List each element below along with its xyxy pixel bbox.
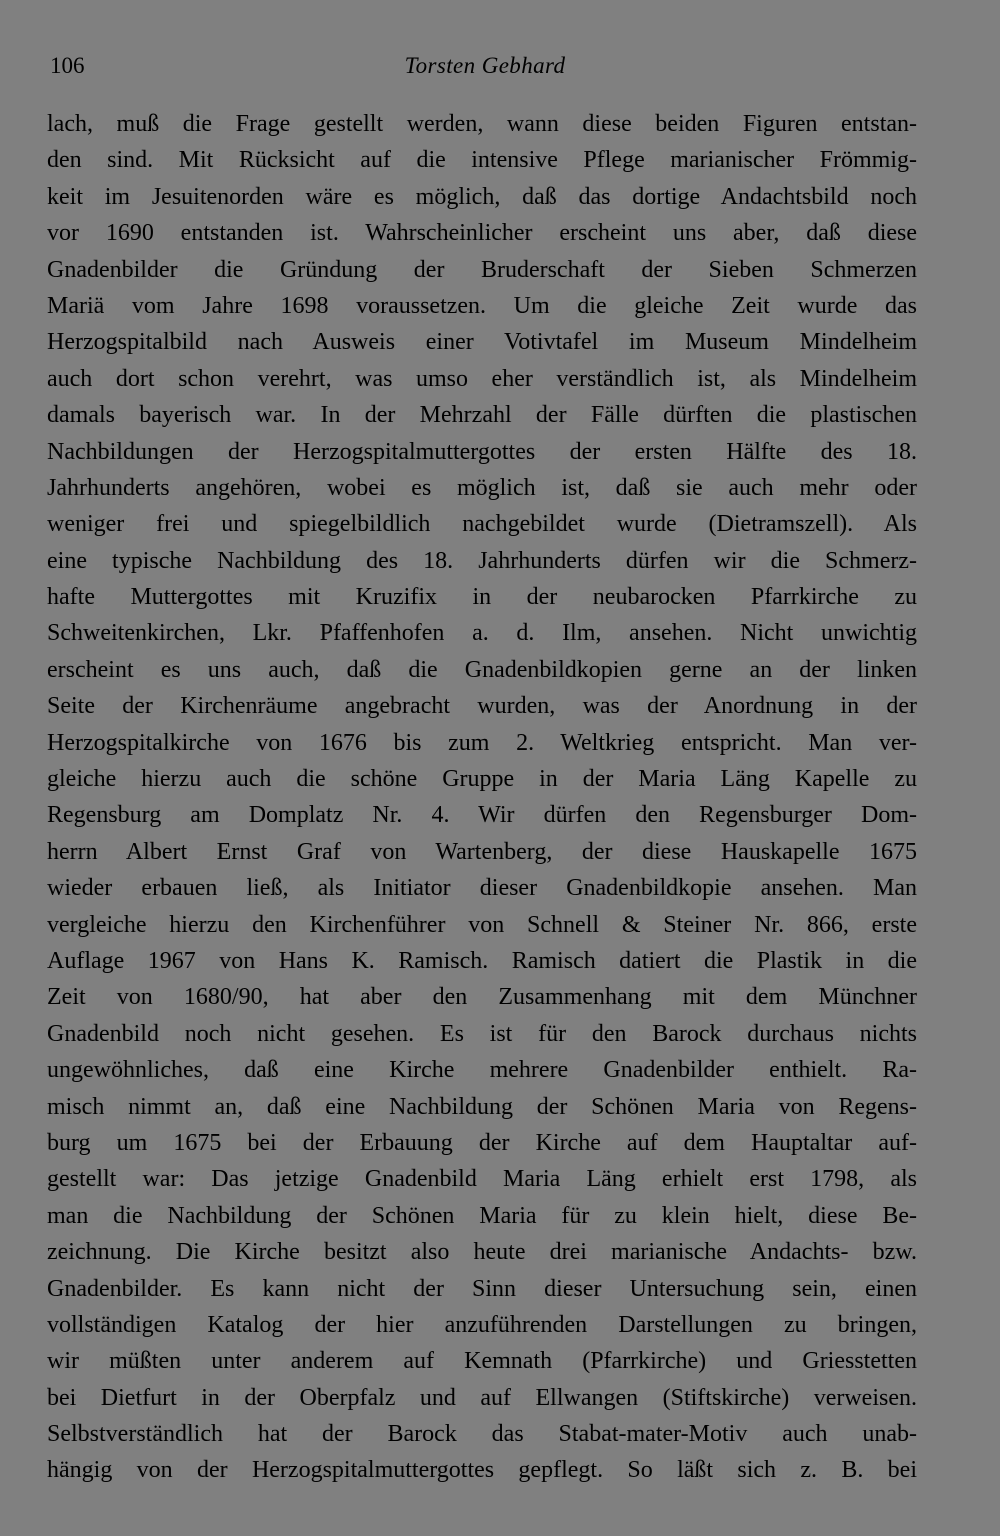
text-line: ungewöhnliches, daß eine Kirche mehrere Gnadenbilder enthielt. Ra- [47, 1057, 917, 1084]
text-line: Selbstverständlich hat der Barock das Stabat-mater-Motiv auch unab- [47, 1421, 917, 1448]
body-text [47, 106, 917, 1489]
text-line: weniger frei und spiegelbildlich nachgebildet wurde (Dietramszell). Als [47, 511, 917, 538]
text-line: damals bayerisch war. In der Mehrzahl der Fälle dürften die plastischen [47, 402, 917, 429]
text-line: Gnadenbild noch nicht gesehen. Es ist für den Barock durchaus nichts [47, 1020, 917, 1047]
text-line: Auflage 1967 von Hans K. Ramisch. Ramisch datiert die Plastik in die [47, 947, 917, 974]
text-line: vollständigen Katalog der hier anzuführenden Darstellungen zu bringen, [47, 1311, 917, 1338]
page-number: 106 [50, 53, 85, 78]
text-line: Herzogspitalbild nach Ausweis einer Votivtafel im Museum Mindelheim [47, 329, 917, 356]
text-line: den sind. Mit Rücksicht auf die intensive Pflege marianischer Frömmig- [47, 147, 917, 174]
text-line: gestellt war: Das jetzige Gnadenbild Maria Läng erhielt erst 1798, als [47, 1166, 917, 1193]
text-line: eine typische Nachbildung des 18. Jahrhunderts dürfen wir die Schmerz- [47, 547, 917, 574]
text-line: misch nimmt an, daß eine Nachbildung der Schönen Maria von Regens- [47, 1093, 917, 1120]
text-line: vergleiche hierzu den Kirchenführer von Schnell & Steiner Nr. 866, erste [47, 911, 917, 938]
text-line: vor 1690 entstanden ist. Wahrscheinlicher erscheint uns aber, daß diese [47, 220, 917, 247]
text-line: auch dort schon verehrt, was umso eher verständlich ist, als Mindelheim [47, 365, 917, 392]
text-line: gleiche hierzu auch die schöne Gruppe in der Maria Läng Kapelle zu [47, 766, 917, 793]
text-line: Gnadenbilder die Gründung der Bruderschaft der Sieben Schmerzen [47, 256, 917, 283]
text-line: zeichnung. Die Kirche besitzt also heute drei marianische Andachts- bzw. [47, 1239, 917, 1266]
text-line: Gnadenbilder. Es kann nicht der Sinn dieser Untersuchung sein, einen [47, 1275, 917, 1302]
text-line: Nachbildungen der Herzogspitalmuttergottes der ersten Hälfte des 18. [47, 438, 917, 465]
text-line: Jahrhunderts angehören, wobei es möglich ist, daß sie auch mehr oder [47, 474, 917, 501]
text-line: lach, muß die Frage gestellt werden, wann diese beiden Figuren entstan- [47, 111, 917, 137]
text-line: hafte Muttergottes mit Kruzifix in der neubarocken Pfarrkirche zu [47, 584, 917, 611]
text-line: wieder erbauen ließ, als Initiator dieser Gnadenbildkopie ansehen. Man [47, 875, 917, 902]
text-line: erscheint es uns auch, daß die Gnadenbildkopien gerne an der linken [47, 656, 917, 683]
text-line: Zeit von 1680/90, hat aber den Zusammenhang mit dem Münchner [47, 984, 917, 1011]
text-line: keit im Jesuitenorden wäre es möglich, daß das dortige Andachtsbild noch [47, 183, 917, 210]
text-line: Seite der Kirchenräume angebracht wurden, was der Anordnung in der [47, 693, 917, 720]
text-line: Herzogspitalkirche von 1676 bis zum 2. Weltkrieg entspricht. Man ver- [47, 729, 917, 756]
text-line: hängig von der Herzogspitalmuttergottes gepflegt. So läßt sich z. B. bei [47, 1457, 917, 1484]
text-line: Regensburg am Domplatz Nr. 4. Wir dürfen den Regensburger Dom- [47, 802, 917, 829]
text-line: herrn Albert Ernst Graf von Wartenberg, der diese Hauskapelle 1675 [47, 838, 917, 865]
text-line: burg um 1675 bei der Erbauung der Kirche auf dem Hauptaltar auf- [47, 1129, 917, 1156]
text-line: Schweitenkirchen, Lkr. Pfaffenhofen a. d. Ilm, ansehen. Nicht unwichtig [47, 620, 917, 647]
running-head-author: Torsten Gebhard [404, 53, 566, 78]
text-line: wir müßten unter anderem auf Kemnath (Pfarrkirche) und Griesstetten [47, 1348, 917, 1375]
text-line: bei Dietfurt in der Oberpfalz und auf Ellwangen (Stiftskirche) verweisen. [47, 1384, 917, 1411]
text-line: man die Nachbildung der Schönen Maria für zu klein hielt, diese Be- [47, 1202, 917, 1229]
page-header [50, 50, 920, 82]
text-line: Mariä vom Jahre 1698 voraussetzen. Um die gleiche Zeit wurde das [47, 292, 917, 319]
